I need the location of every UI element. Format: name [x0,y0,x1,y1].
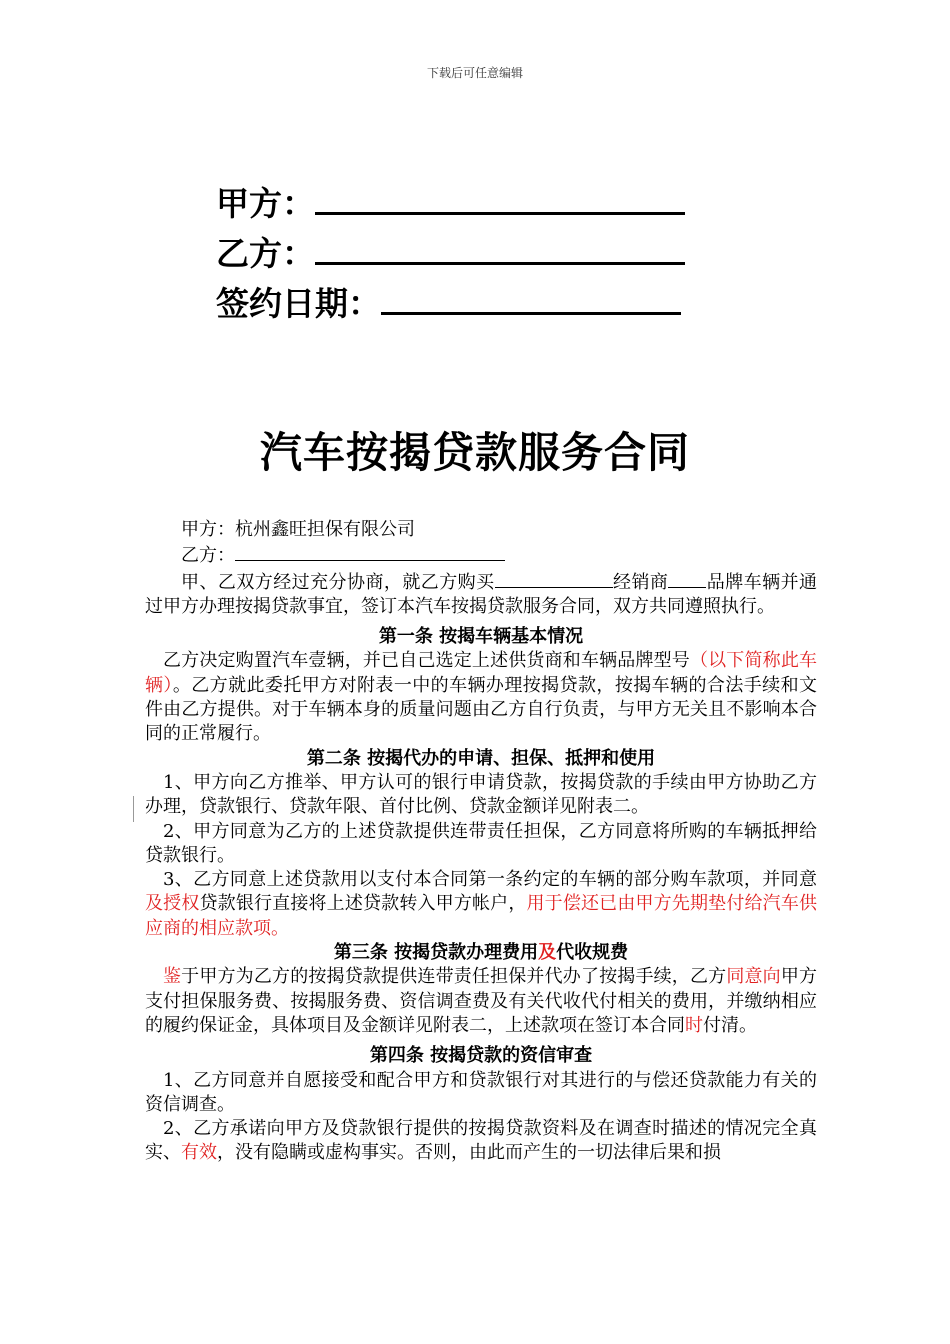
article1-paragraph [145,649,817,746]
intro-part1: 甲、乙双方经过充分协商，就乙方购买 [181,571,495,593]
article3-title-a: 第三条 按揭贷款办理费用 [333,942,539,964]
cover-party-a-blank[interactable] [315,176,685,215]
article3-title [145,941,817,965]
article3-text-c: 付清。 [703,1014,757,1036]
party-b-blank[interactable] [235,542,505,561]
cover-party-b-line [216,226,685,276]
article3-red2: 同意向 [726,966,781,988]
party-b-line [145,542,817,568]
cover-party-b-blank[interactable] [315,226,685,265]
article3-red3: 时 [685,1014,703,1036]
article2-clause3-b: 贷款银行直接将上述贷款转入甲方帐户， [199,893,527,915]
article4-clause2-red: 有效 [181,1142,217,1164]
cover-sign-date-blank[interactable] [381,276,681,315]
article4-clause1: 1、乙方同意并自愿接受和配合甲方和贷款银行对其进行的与偿还贷款能力有关的资信调查。 [145,1069,817,1115]
party-a-prefix: 甲方： [181,519,235,540]
brand-blank[interactable] [668,569,706,588]
header-note: 下载后可任意编辑 [426,66,523,80]
intro-part2: 经销商 [612,571,669,593]
cover-sign-date-line [216,276,681,326]
article4-clause2 [145,1117,817,1166]
dealer-blank[interactable] [495,569,613,588]
article2-clause3 [145,868,817,941]
cover-party-b-label: 乙方： [216,234,315,273]
article3-text-a: 于甲方为乙方的按揭贷款提供连带责任担保并代办了按揭手续，乙方 [181,966,727,988]
article2-clause1: 1、甲方向乙方推举、甲方认可的银行申请贷款，按揭贷款的手续由甲方协助乙方办理，贷款银行、贷款年限、首付比例、贷款金额详见附表二。 [145,771,817,818]
party-b-prefix: 乙方： [181,545,235,567]
article4-title: 第四条 按揭贷款的资信审查 [369,1045,593,1067]
cover-party-a-line [216,176,685,226]
cover-party-a-label: 甲方： [216,184,315,223]
article2-title: 第二条 按揭代办的申请、担保、抵押和使用 [306,747,656,769]
article2-clause2: 2、甲方同意为乙方的上述贷款提供连带责任担保，乙方同意将所购的车辆抵押给贷款银行。 [145,820,817,866]
article2-clause3-a: 3、乙方同意上述贷款用以支付本合同第一条约定的车辆的部分购车款项，并同意 [163,869,817,891]
text-cursor-mark [133,796,134,822]
cover-sign-date-label: 签约日期： [216,284,381,323]
article2-clause3-red1: 及授权 [145,893,200,915]
article3-red1: 鉴 [163,966,182,988]
article4-clause2-a: 2、乙方承诺向甲方及贷款银行提供的按揭贷款资料及在调查时描述的情况完全真实、 [145,1118,817,1164]
document-title: 汽车按揭贷款服务合同 [259,428,690,477]
party-a-line [145,518,817,542]
article1-title: 第一条 按揭车辆基本情况 [378,626,584,648]
article4-clause2-b: ，没有隐瞒或虚构事实。否则，由此而产生的一切法律后果和损 [217,1142,721,1164]
party-a-name: 杭州鑫旺担保有限公司 [235,519,415,540]
intro-part3: 品牌车辆并通过甲方办理按揭贷款事宜，签订本汽车按揭贷款服务合同，双方共同遵照执行。 [145,571,818,617]
contract-body [145,518,817,1166]
article3-text-b: 甲方支付担保服务费、按揭服务费、资信调查费及有关代收代付相关的费用，并缴纳相应的履约保证金，具体项目及金额详见附表二，上述款项在签订本合同 [145,966,817,1036]
article3-title-b: 代收规费 [556,942,629,964]
article1-text-a: 乙方决定购置汽车壹辆，并已自己选定上述供货商和车辆品牌型号 [163,650,690,672]
article3-title-red: 及 [538,942,557,964]
article1-text-red: （以下简称此车辆） [145,650,817,696]
article3-paragraph [145,965,817,1038]
article2-clause3-red2: 用于偿还已由甲方先期垫付给汽车供应商的相应款项。 [145,893,817,939]
intro-paragraph [145,569,817,620]
article1-text-b: 。乙方就此委托甲方对附表一中的车辆办理按揭贷款，按揭车辆的合法手续和文件由乙方提供。对于车辆本身的质量问题由乙方自行负责，与甲方无关且不影响本合同的正常履行。 [145,674,818,745]
